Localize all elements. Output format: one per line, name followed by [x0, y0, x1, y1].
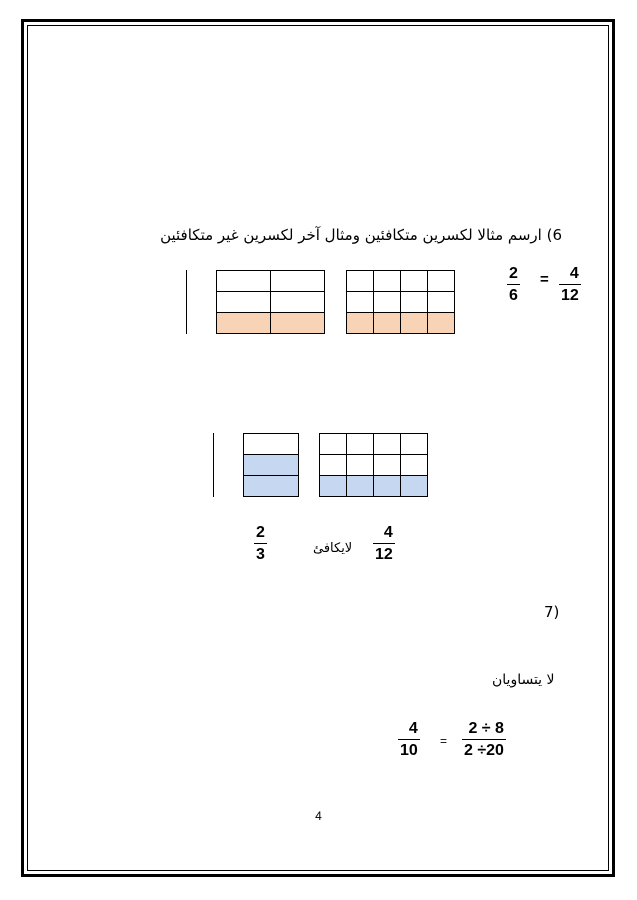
- denominator: 12: [375, 546, 393, 563]
- grid-cell: [320, 455, 347, 476]
- grid-cell: [428, 271, 455, 292]
- equals-sign: =: [440, 734, 448, 748]
- denominator: 10: [400, 742, 418, 759]
- question-6-text: 6) ارسم مثالا لكسرين متكافئين ومثال آخر لكسرين غير متكافئين: [160, 226, 562, 244]
- grid-cell: [271, 271, 325, 292]
- numerator: 2 ÷ 8: [468, 720, 504, 737]
- fraction-grid-twelfths: [346, 270, 455, 334]
- fraction-grid-thirds-blue: [243, 433, 299, 497]
- page-number: 4: [315, 809, 322, 823]
- grid-cell: [271, 292, 325, 313]
- denominator: 2 ÷20: [464, 742, 504, 759]
- grid-cell: [374, 292, 401, 313]
- question-7-answer: لا يتساويان: [492, 672, 555, 688]
- grid-cell: [244, 455, 299, 476]
- grid-cell: [320, 476, 347, 497]
- question-7-label: (7: [544, 603, 560, 621]
- fraction-4-10: [398, 719, 420, 760]
- numerator: 4: [569, 265, 579, 282]
- grid-cell: [401, 313, 428, 334]
- grid-cell: [428, 292, 455, 313]
- fraction-bar: [373, 543, 395, 544]
- division-expression: [462, 719, 506, 760]
- grid-cell: [347, 313, 374, 334]
- grid-cell: [347, 292, 374, 313]
- numerator: 4: [383, 524, 393, 541]
- grid-cell: [347, 271, 374, 292]
- fraction-2-6: [507, 264, 520, 305]
- grid-cell: [374, 313, 401, 334]
- not-equivalent-label: لايكافئ: [313, 541, 353, 556]
- grid-cell: [271, 313, 325, 334]
- fraction-bar: [462, 739, 506, 740]
- fraction-bar: [507, 284, 520, 285]
- numerator: 2: [256, 524, 265, 541]
- fraction-4-12: [559, 264, 581, 305]
- grid-cell: [347, 455, 374, 476]
- grid-cell: [347, 434, 374, 455]
- numerator: 4: [408, 720, 418, 737]
- grid-cell: [217, 292, 271, 313]
- grid-cell: [217, 313, 271, 334]
- grid-cell: [401, 455, 428, 476]
- grid-cell: [401, 434, 428, 455]
- grid-cell: [401, 292, 428, 313]
- grid-cell: [217, 271, 271, 292]
- fraction-2-3: [254, 523, 267, 564]
- grid-cell: [374, 434, 401, 455]
- denominator: 12: [561, 287, 579, 304]
- divider-line: [213, 433, 214, 497]
- denominator: 3: [256, 546, 265, 563]
- fraction-grid-twelfths-blue: [319, 433, 428, 497]
- denominator: 6: [509, 287, 518, 304]
- equals-sign: =: [540, 271, 549, 288]
- grid-cell: [320, 434, 347, 455]
- fraction-4-12: [373, 523, 395, 564]
- grid-cell: [347, 476, 374, 497]
- page-border-inner: [27, 25, 609, 871]
- grid-cell: [374, 271, 401, 292]
- grid-cell: [401, 271, 428, 292]
- numerator: 2: [509, 265, 518, 282]
- fraction-bar: [254, 543, 267, 544]
- fraction-bar: [398, 739, 420, 740]
- grid-cell: [428, 313, 455, 334]
- fraction-bar: [559, 284, 581, 285]
- grid-cell: [244, 476, 299, 497]
- grid-cell: [374, 455, 401, 476]
- fraction-grid-sixths: [216, 270, 325, 334]
- grid-cell: [374, 476, 401, 497]
- grid-cell: [244, 434, 299, 455]
- divider-line: [186, 270, 187, 334]
- grid-cell: [401, 476, 428, 497]
